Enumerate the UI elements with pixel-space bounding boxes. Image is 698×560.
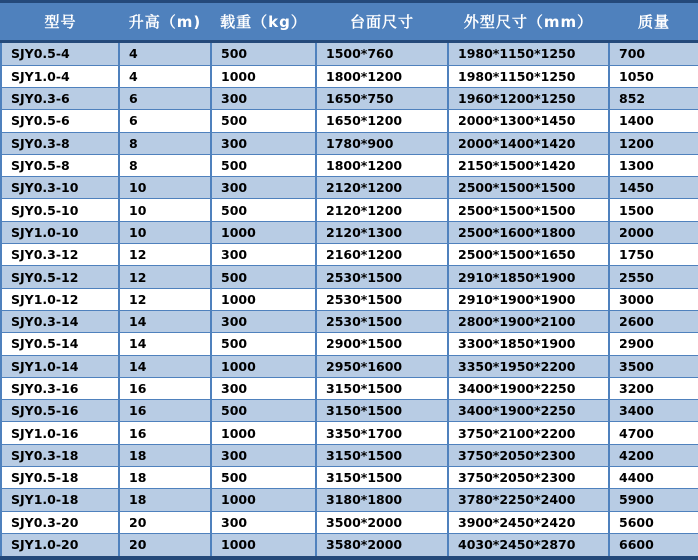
cell-mass: 700 [609,42,698,66]
table-row [1,110,698,132]
cell-model: SJY0.3-14 [1,310,119,332]
cell-overall: 2910*1850*1900 [448,266,609,288]
cell-mass: 3400 [609,400,698,422]
cell-overall: 2150*1500*1420 [448,154,609,176]
cell-mass: 1750 [609,244,698,266]
cell-platform: 2120*1300 [316,221,448,243]
column-header-load: 载重（kg） [211,2,316,42]
cell-load: 1000 [211,288,316,310]
table-row [1,199,698,221]
cell-height: 14 [119,310,211,332]
cell-load: 1000 [211,489,316,511]
cell-platform: 2530*1500 [316,310,448,332]
cell-model: SJY0.3-8 [1,132,119,154]
cell-load: 300 [211,87,316,109]
table-row [1,177,698,199]
cell-height: 4 [119,42,211,66]
cell-overall: 3400*1900*2250 [448,377,609,399]
cell-height: 16 [119,422,211,444]
table-row [1,467,698,489]
cell-height: 14 [119,333,211,355]
cell-load: 500 [211,110,316,132]
table-row [1,533,698,558]
cell-overall: 2500*1600*1800 [448,221,609,243]
cell-load: 500 [211,400,316,422]
table-row [1,333,698,355]
cell-load: 1000 [211,533,316,558]
cell-height: 14 [119,355,211,377]
cell-load: 1000 [211,422,316,444]
cell-platform: 3180*1800 [316,489,448,511]
cell-mass: 3000 [609,288,698,310]
cell-platform: 3580*2000 [316,533,448,558]
cell-model: SJY0.5-10 [1,199,119,221]
table-row [1,422,698,444]
table-row [1,489,698,511]
table-row [1,377,698,399]
cell-overall: 2000*1300*1450 [448,110,609,132]
cell-model: SJY0.3-12 [1,244,119,266]
cell-load: 300 [211,177,316,199]
cell-model: SJY0.3-16 [1,377,119,399]
cell-overall: 3750*2050*2300 [448,467,609,489]
cell-mass: 4200 [609,444,698,466]
cell-platform: 2160*1200 [316,244,448,266]
cell-height: 18 [119,444,211,466]
column-header-mass: 质量 [609,2,698,42]
cell-overall: 3780*2250*2400 [448,489,609,511]
table-row [1,65,698,87]
cell-overall: 2000*1400*1420 [448,132,609,154]
cell-model: SJY1.0-20 [1,533,119,558]
column-header-platform: 台面尺寸 [316,2,448,42]
cell-mass: 1300 [609,154,698,176]
cell-overall: 2500*1500*1500 [448,177,609,199]
cell-model: SJY0.3-10 [1,177,119,199]
cell-platform: 2950*1600 [316,355,448,377]
table-row [1,444,698,466]
cell-load: 500 [211,199,316,221]
cell-overall: 3350*1950*2200 [448,355,609,377]
cell-model: SJY1.0-18 [1,489,119,511]
cell-platform: 2120*1200 [316,177,448,199]
cell-overall: 4030*2450*2870 [448,533,609,558]
cell-height: 20 [119,511,211,533]
table-body [1,42,698,559]
cell-mass: 852 [609,87,698,109]
cell-platform: 1780*900 [316,132,448,154]
cell-platform: 2120*1200 [316,199,448,221]
cell-load: 1000 [211,355,316,377]
cell-height: 20 [119,533,211,558]
cell-overall: 1980*1150*1250 [448,42,609,66]
cell-height: 6 [119,110,211,132]
cell-overall: 3400*1900*2250 [448,400,609,422]
cell-height: 18 [119,489,211,511]
cell-mass: 5900 [609,489,698,511]
cell-platform: 1800*1200 [316,65,448,87]
cell-height: 16 [119,400,211,422]
cell-model: SJY0.3-6 [1,87,119,109]
table-row [1,132,698,154]
cell-mass: 2000 [609,221,698,243]
cell-platform: 2530*1500 [316,266,448,288]
table-row [1,154,698,176]
cell-mass: 3500 [609,355,698,377]
cell-model: SJY1.0-10 [1,221,119,243]
cell-mass: 2600 [609,310,698,332]
cell-platform: 3500*2000 [316,511,448,533]
cell-model: SJY0.3-20 [1,511,119,533]
header-row [1,2,698,42]
cell-load: 300 [211,310,316,332]
cell-platform: 3350*1700 [316,422,448,444]
cell-platform: 1800*1200 [316,154,448,176]
cell-overall: 2800*1900*2100 [448,310,609,332]
cell-overall: 3750*2050*2300 [448,444,609,466]
cell-height: 8 [119,154,211,176]
cell-mass: 1500 [609,199,698,221]
cell-model: SJY0.5-14 [1,333,119,355]
cell-mass: 1450 [609,177,698,199]
cell-model: SJY0.3-18 [1,444,119,466]
cell-overall: 3300*1850*1900 [448,333,609,355]
table-row [1,511,698,533]
cell-mass: 3200 [609,377,698,399]
cell-platform: 3150*1500 [316,400,448,422]
cell-mass: 1200 [609,132,698,154]
cell-overall: 2500*1500*1650 [448,244,609,266]
cell-height: 4 [119,65,211,87]
cell-load: 500 [211,266,316,288]
cell-mass: 4400 [609,467,698,489]
cell-load: 300 [211,377,316,399]
cell-overall: 1960*1200*1250 [448,87,609,109]
table-row [1,400,698,422]
cell-height: 12 [119,288,211,310]
table-row [1,42,698,66]
cell-height: 12 [119,266,211,288]
cell-height: 6 [119,87,211,109]
cell-model: SJY0.5-12 [1,266,119,288]
cell-platform: 1650*1200 [316,110,448,132]
table-row [1,87,698,109]
column-header-model: 型号 [1,2,119,42]
cell-load: 1000 [211,65,316,87]
table-row [1,221,698,243]
cell-model: SJY1.0-14 [1,355,119,377]
column-header-overall: 外型尺寸（mm） [448,2,609,42]
cell-platform: 1500*760 [316,42,448,66]
cell-platform: 2900*1500 [316,333,448,355]
cell-load: 300 [211,132,316,154]
cell-load: 300 [211,444,316,466]
cell-mass: 6600 [609,533,698,558]
cell-model: SJY1.0-16 [1,422,119,444]
column-header-height: 升高（m) [119,2,211,42]
cell-overall: 2500*1500*1500 [448,199,609,221]
cell-model: SJY0.5-18 [1,467,119,489]
table-row [1,355,698,377]
cell-load: 300 [211,511,316,533]
cell-platform: 2530*1500 [316,288,448,310]
cell-model: SJY0.5-4 [1,42,119,66]
cell-load: 500 [211,154,316,176]
cell-platform: 3150*1500 [316,444,448,466]
cell-load: 500 [211,333,316,355]
cell-overall: 1980*1150*1250 [448,65,609,87]
cell-mass: 2550 [609,266,698,288]
cell-height: 10 [119,177,211,199]
table-row [1,244,698,266]
cell-model: SJY0.5-8 [1,154,119,176]
cell-load: 1000 [211,221,316,243]
cell-height: 8 [119,132,211,154]
cell-mass: 5600 [609,511,698,533]
cell-model: SJY1.0-12 [1,288,119,310]
cell-platform: 1650*750 [316,87,448,109]
table-row [1,266,698,288]
cell-platform: 3150*1500 [316,377,448,399]
cell-platform: 3150*1500 [316,467,448,489]
cell-height: 12 [119,244,211,266]
cell-overall: 3750*2100*2200 [448,422,609,444]
cell-load: 300 [211,244,316,266]
cell-model: SJY0.5-6 [1,110,119,132]
cell-mass: 4700 [609,422,698,444]
cell-overall: 3900*2450*2420 [448,511,609,533]
cell-load: 500 [211,467,316,489]
cell-height: 16 [119,377,211,399]
cell-load: 500 [211,42,316,66]
cell-height: 10 [119,221,211,243]
table-row [1,288,698,310]
cell-mass: 1050 [609,65,698,87]
cell-height: 10 [119,199,211,221]
cell-mass: 1400 [609,110,698,132]
cell-overall: 2910*1900*1900 [448,288,609,310]
cell-model: SJY1.0-4 [1,65,119,87]
cell-height: 18 [119,467,211,489]
cell-mass: 2900 [609,333,698,355]
table-row [1,310,698,332]
cell-model: SJY0.5-16 [1,400,119,422]
